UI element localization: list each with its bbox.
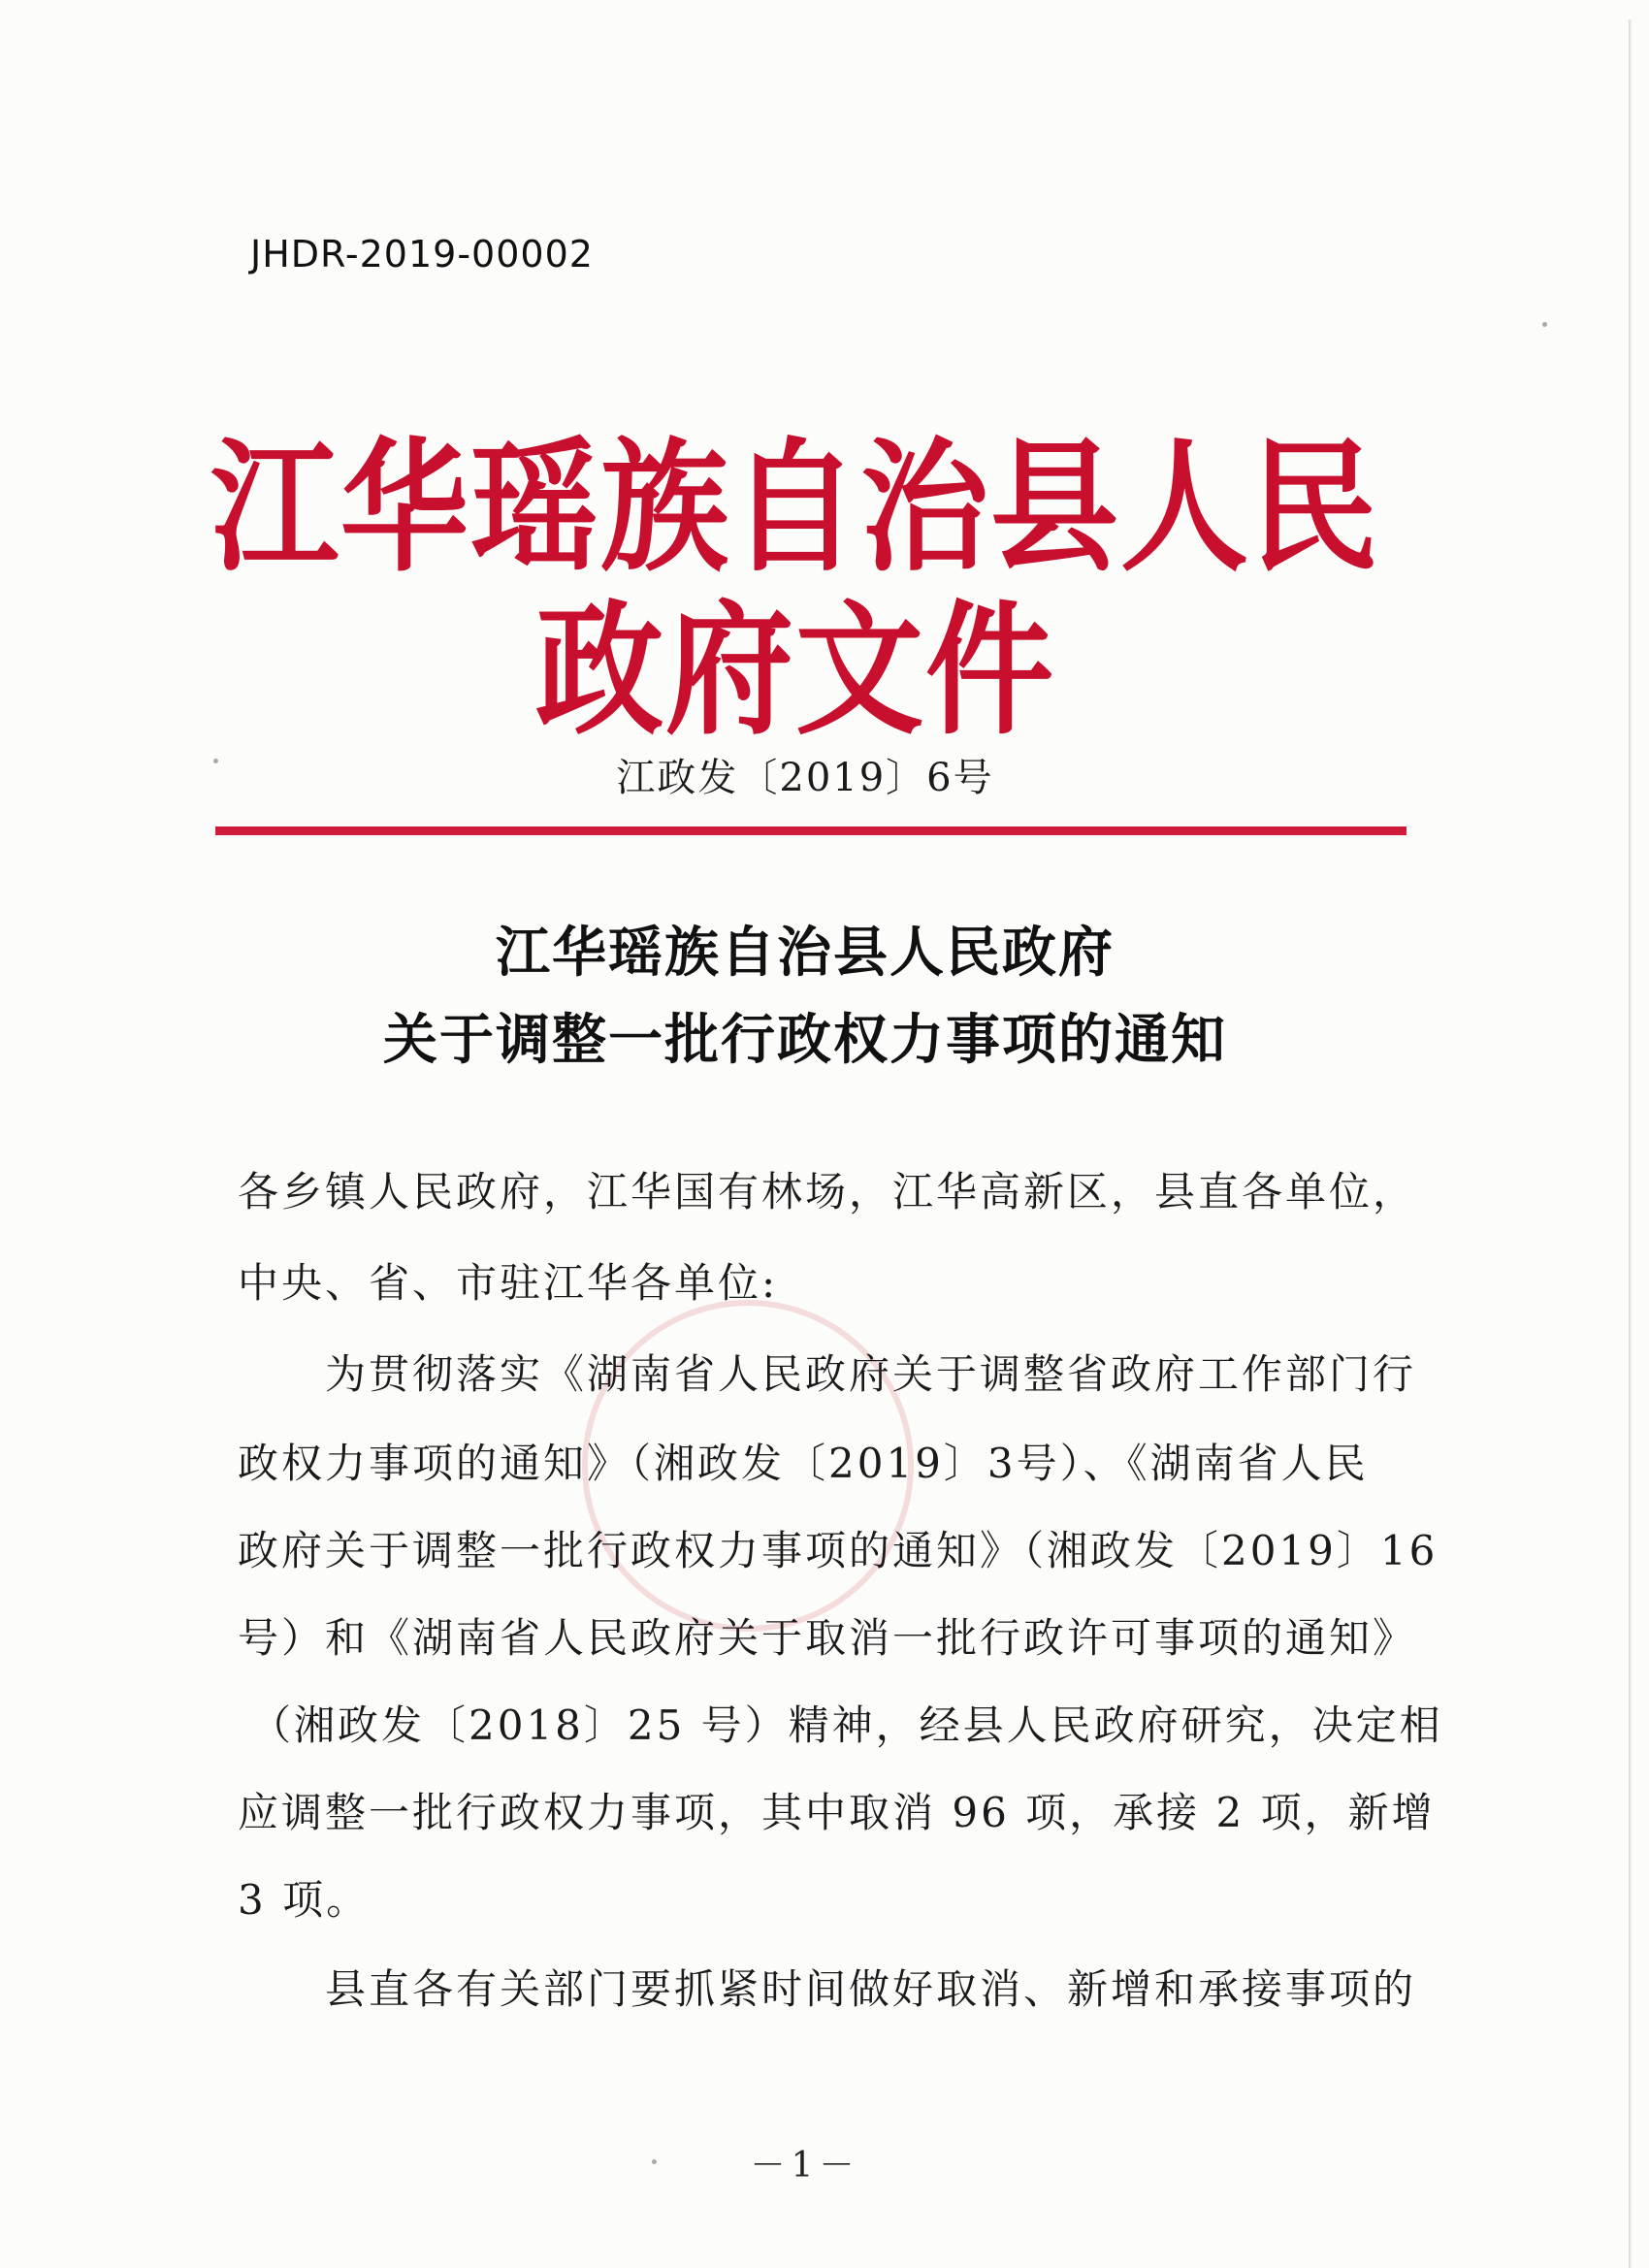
- paragraph-line: 政权力事项的通知》（湘政发〔2019〕3号）、《湖南省人民: [238, 1440, 1369, 1487]
- scan-speck: [1542, 322, 1547, 327]
- paragraph-line: （湘政发〔2018〕25 号）精神，经县人民政府研究，决定相: [250, 1701, 1443, 1749]
- scan-speck: [213, 759, 218, 763]
- scan-edge: [1629, 19, 1632, 2268]
- document-id: JHDR-2019-00002: [250, 233, 594, 275]
- paragraph-line: 政府关于调整一批行政权力事项的通知》（湘政发〔2019〕16: [238, 1527, 1439, 1574]
- scan-speck: [652, 2159, 657, 2164]
- red-divider-rule: [215, 826, 1406, 835]
- paragraph-line: 3 项。: [238, 1876, 371, 1924]
- paragraph-line: 县直各有关部门要抓紧时间做好取消、新增和承接事项的: [325, 1965, 1417, 2013]
- document-number: 江政发〔2019〕6号: [616, 756, 994, 800]
- masthead-title: 江华瑶族自治县人民政府文件: [210, 424, 1380, 756]
- address-line: 各乡镇人民政府，江华国有林场，江华高新区，县直各单位，: [238, 1168, 1417, 1215]
- paragraph-line: 应调整一批行政权力事项，其中取消 96 项，承接 2 项，新增: [238, 1789, 1436, 1836]
- page-number: －1－: [750, 2146, 860, 2186]
- paragraph-line: 号）和《湖南省人民政府关于取消一批行政许可事项的通知》: [238, 1614, 1417, 1662]
- address-line: 中央、省、市驻江华各单位:: [238, 1259, 779, 1307]
- paragraph-line: 为贯彻落实《湖南省人民政府关于调整省政府工作部门行: [325, 1350, 1417, 1398]
- notice-title-line-1: 江华瑶族自治县人民政府: [496, 922, 1115, 985]
- notice-title-line-2: 关于调整一批行政权力事项的通知: [383, 1009, 1227, 1072]
